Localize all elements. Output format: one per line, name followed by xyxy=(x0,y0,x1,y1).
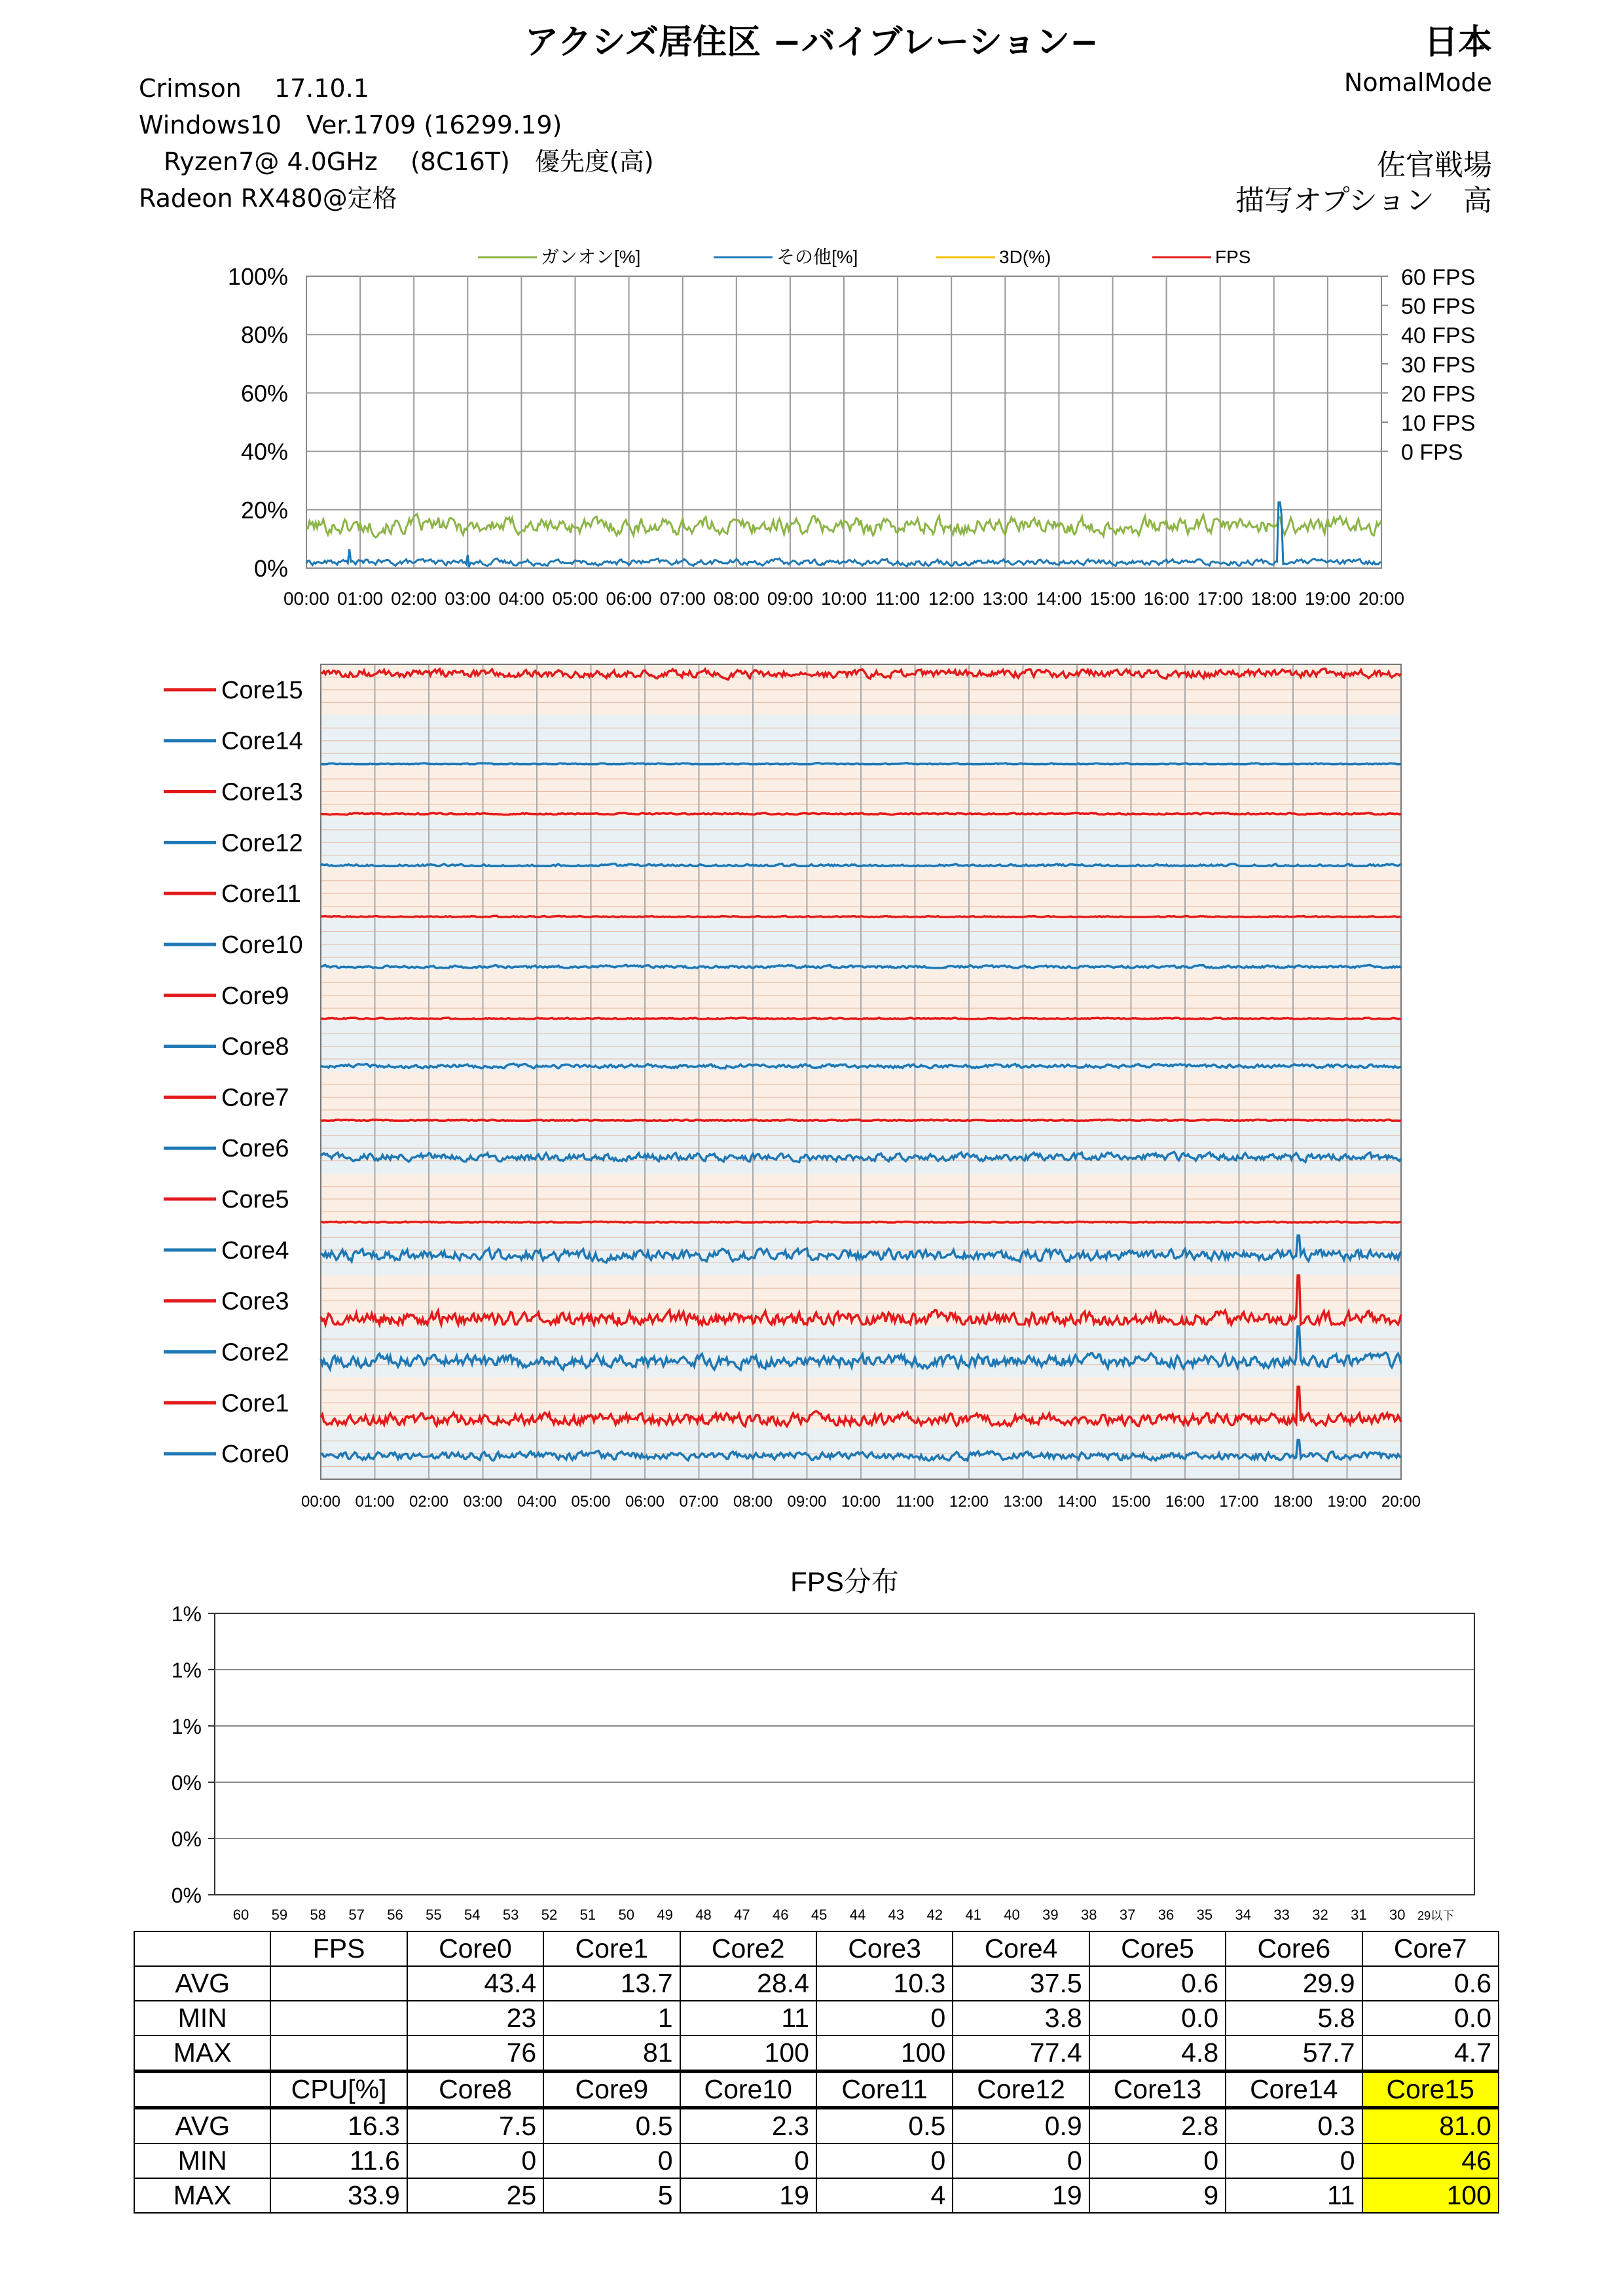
legend-label: ガンオン[%] xyxy=(541,247,641,267)
table-row xyxy=(134,2178,1499,2213)
chart-title: FPS分布 xyxy=(790,1566,899,1597)
table-cell: Core3 xyxy=(816,1931,953,1966)
x-tick-label: 07:00 xyxy=(679,1493,719,1511)
y-tick-label: 100% xyxy=(227,263,288,290)
table-cell: 0.9 xyxy=(953,2108,1089,2144)
table-cell: Core1 xyxy=(543,1931,680,1966)
table-cell: Core6 xyxy=(1226,1931,1362,1966)
x-tick-label: 55 xyxy=(426,1907,442,1923)
table-row xyxy=(134,1966,1499,2001)
table-cell: 0.6 xyxy=(1362,1966,1499,2001)
table-cell: 10.3 xyxy=(816,1966,953,2001)
legend-label: その他[%] xyxy=(776,247,858,267)
table-cell: CPU[%] xyxy=(270,2072,407,2108)
x-tick-label: 46 xyxy=(773,1907,789,1923)
x-tick-label: 58 xyxy=(310,1907,326,1923)
table-cell: 0 xyxy=(1226,2144,1362,2178)
core-usage-chart xyxy=(151,651,1460,1528)
x-tick-label: 13:00 xyxy=(1003,1493,1043,1511)
legend-label: Core7 xyxy=(221,1084,289,1112)
x-tick-label: 16:00 xyxy=(1165,1493,1205,1511)
x-tick-label: 15:00 xyxy=(1089,588,1136,609)
table-cell: Core8 xyxy=(407,2072,543,2108)
x-tick-label: 57 xyxy=(348,1907,365,1923)
table-cell: Core15 xyxy=(1362,2072,1499,2108)
table-cell: 0.5 xyxy=(816,2108,953,2144)
y2-tick-label: 60 FPS xyxy=(1401,265,1476,290)
y-tick-label: 40% xyxy=(240,438,288,465)
x-tick-label: 37 xyxy=(1119,1907,1136,1923)
x-tick-label: 00:00 xyxy=(301,1493,341,1511)
table-cell xyxy=(270,2036,407,2072)
table-cell xyxy=(134,1931,270,1966)
x-tick-label: 41 xyxy=(965,1907,981,1923)
table-cell: 81.0 xyxy=(1362,2108,1499,2144)
legend-label: Core6 xyxy=(221,1135,289,1163)
x-tick-label: 17:00 xyxy=(1219,1493,1259,1511)
legend-label: Core11 xyxy=(221,880,301,908)
x-tick-label: 10:00 xyxy=(841,1493,881,1511)
table-cell: MAX xyxy=(134,2178,270,2213)
x-tick-label: 51 xyxy=(579,1907,596,1923)
table-cell: 0 xyxy=(680,2144,816,2178)
x-tick-label: 50 xyxy=(618,1907,634,1923)
page-title: アクシズ居住区 −バイブレーション− xyxy=(524,23,1099,62)
x-tick-label: 42 xyxy=(926,1907,943,1923)
table-cell: Core10 xyxy=(680,2072,816,2108)
table-cell: 2.3 xyxy=(680,2108,816,2144)
legend-label: Core0 xyxy=(221,1441,289,1469)
legend-label: Core1 xyxy=(221,1390,289,1418)
y2-tick-label: 0 FPS xyxy=(1401,440,1463,465)
core-line-Core11 xyxy=(321,916,1401,917)
x-tick-label: 01:00 xyxy=(337,588,384,609)
fps-distribution-chart xyxy=(131,1554,1493,1928)
x-tick-label: 20:00 xyxy=(1358,588,1405,609)
x-tick-label: 14:00 xyxy=(1057,1493,1097,1511)
y2-tick-label: 40 FPS xyxy=(1401,323,1476,349)
y2-tick-label: 50 FPS xyxy=(1401,294,1476,319)
table-cell: 0 xyxy=(407,2144,543,2178)
x-tick-label: 02:00 xyxy=(409,1493,449,1511)
table-cell: 0 xyxy=(543,2144,680,2178)
table-cell: 19 xyxy=(680,2178,816,2213)
x-tick-label: 54 xyxy=(464,1907,481,1923)
table-cell: MAX xyxy=(134,2036,270,2072)
y2-tick-label: 20 FPS xyxy=(1401,382,1476,407)
table-cell: 13.7 xyxy=(543,1966,680,2001)
x-tick-label: 09:00 xyxy=(787,1493,827,1511)
x-tick-label: 32 xyxy=(1312,1907,1328,1923)
x-tick-label: 53 xyxy=(502,1907,519,1923)
x-tick-label: 06:00 xyxy=(625,1493,665,1511)
table-cell: 4.7 xyxy=(1362,2036,1499,2072)
os-version: Windows10 Ver.1709 (16299.19) xyxy=(139,111,562,139)
table-cell: 0 xyxy=(816,2001,953,2036)
table-cell: Core13 xyxy=(1089,2072,1226,2108)
table-cell xyxy=(270,1966,407,2001)
x-tick-label: 19:00 xyxy=(1304,588,1351,609)
table-cell: 46 xyxy=(1362,2144,1499,2178)
table-cell: 5 xyxy=(543,2178,680,2213)
table-cell: 11 xyxy=(680,2001,816,2036)
x-tick-label: 05:00 xyxy=(571,1493,611,1511)
table-cell: 0.3 xyxy=(1226,2108,1362,2144)
legend-label: Core4 xyxy=(221,1236,289,1265)
x-tick-label: 11:00 xyxy=(875,588,921,609)
table-cell: 0 xyxy=(816,2144,953,2178)
table-cell: 9 xyxy=(1089,2178,1226,2213)
x-tick-label: 13:00 xyxy=(982,588,1029,609)
core-line-Core7 xyxy=(321,1120,1401,1121)
legend-label: Core2 xyxy=(221,1338,289,1367)
table-cell: MIN xyxy=(134,2001,270,2036)
table-cell: 4.8 xyxy=(1089,2036,1226,2072)
table-cell xyxy=(134,2072,270,2108)
table-cell: 0.0 xyxy=(1089,2001,1226,2036)
core-line-Core9 xyxy=(321,1018,1401,1019)
table-cell: 43.4 xyxy=(407,1966,543,2001)
table-cell: 0.0 xyxy=(1362,2001,1499,2036)
table-cell: Core0 xyxy=(407,1931,543,1966)
table-cell: Core14 xyxy=(1226,2072,1362,2108)
x-tick-label: 04:00 xyxy=(517,1493,557,1511)
table-cell: 76 xyxy=(407,2036,543,2072)
table-cell: 4 xyxy=(816,2178,953,2213)
table-row xyxy=(134,2108,1499,2144)
x-tick-label: 44 xyxy=(849,1907,866,1923)
table-cell: 77.4 xyxy=(953,2036,1089,2072)
x-tick-label: 20:00 xyxy=(1381,1493,1421,1511)
legend-label: Core15 xyxy=(221,676,303,704)
table-cell: MIN xyxy=(134,2144,270,2178)
table-cell: Core7 xyxy=(1362,1931,1499,1966)
table-cell: 5.8 xyxy=(1226,2001,1362,2036)
table-cell: 33.9 xyxy=(270,2178,407,2213)
x-tick-label: 39 xyxy=(1042,1907,1059,1923)
y-tick-label: 0% xyxy=(171,1827,202,1851)
table-cell: 23 xyxy=(407,2001,543,2036)
table-cell: 19 xyxy=(953,2178,1089,2213)
x-tick-label: 12:00 xyxy=(949,1493,989,1511)
table-cell: Core12 xyxy=(953,2072,1089,2108)
y-tick-label: 80% xyxy=(240,321,288,349)
table-cell: Core4 xyxy=(953,1931,1089,1966)
legend-label: Core13 xyxy=(221,778,303,806)
x-tick-label: 01:00 xyxy=(355,1493,395,1511)
legend-label: Core8 xyxy=(221,1033,289,1061)
x-tick-label: 10:00 xyxy=(820,588,867,609)
render-option: 描写オプション 高 xyxy=(1235,184,1492,217)
legend-label: Core9 xyxy=(221,982,289,1010)
table-cell: 25 xyxy=(407,2178,543,2213)
x-tick-label: 59 xyxy=(271,1907,288,1923)
y2-tick-label: 10 FPS xyxy=(1401,411,1476,436)
y-tick-label: 0% xyxy=(171,1884,202,1907)
x-tick-label: 18:00 xyxy=(1273,1493,1313,1511)
x-tick-label: 00:00 xyxy=(283,588,330,609)
x-tick-label: 31 xyxy=(1351,1907,1367,1923)
table-cell: 0.6 xyxy=(1089,1966,1226,2001)
x-tick-label: 18:00 xyxy=(1250,588,1297,609)
y-tick-label: 1% xyxy=(171,1715,202,1738)
x-tick-label: 29以下 xyxy=(1417,1909,1455,1922)
legend-label: Core3 xyxy=(221,1287,289,1316)
stats-table xyxy=(134,1931,1499,2214)
x-tick-label: 49 xyxy=(657,1907,673,1923)
table-cell: FPS xyxy=(270,1931,407,1966)
legend-label: FPS xyxy=(1215,247,1251,267)
table-row xyxy=(134,2144,1499,2178)
plot-area xyxy=(215,1613,1474,1895)
table-cell: 11.6 xyxy=(270,2144,407,2178)
x-tick-label: 17:00 xyxy=(1197,588,1243,609)
table-cell: Core5 xyxy=(1089,1931,1226,1966)
x-tick-label: 06:00 xyxy=(606,588,652,609)
x-tick-label: 07:00 xyxy=(659,588,706,609)
table-cell: 3.8 xyxy=(953,2001,1089,2036)
x-tick-label: 05:00 xyxy=(552,588,598,609)
x-tick-label: 56 xyxy=(387,1907,403,1923)
x-tick-label: 60 xyxy=(232,1907,249,1923)
table-row xyxy=(134,1931,1499,1966)
table-cell: 1 xyxy=(543,2001,680,2036)
x-tick-label: 04:00 xyxy=(498,588,545,609)
x-tick-label: 52 xyxy=(541,1907,558,1923)
table-cell: 0 xyxy=(1089,2144,1226,2178)
table-cell: 0 xyxy=(953,2144,1089,2178)
legend-label: Core10 xyxy=(221,931,303,959)
table-cell: Core11 xyxy=(816,2072,953,2108)
x-tick-label: 16:00 xyxy=(1143,588,1190,609)
y-tick-label: 0% xyxy=(171,1771,202,1795)
table-cell: AVG xyxy=(134,2108,270,2144)
mode-label: NomalMode xyxy=(1343,68,1492,97)
x-tick-label: 09:00 xyxy=(767,588,813,609)
x-tick-label: 02:00 xyxy=(391,588,437,609)
x-tick-label: 03:00 xyxy=(463,1493,503,1511)
x-tick-label: 19:00 xyxy=(1327,1493,1367,1511)
x-tick-label: 43 xyxy=(888,1907,905,1923)
legend-label: Core12 xyxy=(221,829,303,857)
x-tick-label: 08:00 xyxy=(733,1493,773,1511)
x-tick-label: 35 xyxy=(1196,1907,1213,1923)
table-cell: 100 xyxy=(816,2036,953,2072)
x-tick-label: 47 xyxy=(734,1907,750,1923)
core-line-Core5 xyxy=(321,1221,1401,1223)
table-cell: 37.5 xyxy=(953,1966,1089,2001)
x-tick-label: 48 xyxy=(695,1907,712,1923)
table-cell: 100 xyxy=(680,2036,816,2072)
table-cell: 100 xyxy=(1362,2178,1499,2213)
table-cell: 28.4 xyxy=(680,1966,816,2001)
table-cell: 29.9 xyxy=(1226,1966,1362,2001)
x-tick-label: 03:00 xyxy=(445,588,491,609)
x-tick-label: 34 xyxy=(1235,1907,1251,1923)
table-cell: Core9 xyxy=(543,2072,680,2108)
table-cell: 57.7 xyxy=(1226,2036,1362,2072)
y-tick-label: 1% xyxy=(171,1659,202,1682)
x-tick-label: 11:00 xyxy=(896,1493,934,1511)
table-cell: 11 xyxy=(1226,2178,1362,2213)
table-cell: 16.3 xyxy=(270,2108,407,2144)
x-tick-label: 12:00 xyxy=(928,588,975,609)
x-tick-label: 45 xyxy=(811,1907,828,1923)
legend-label: Core5 xyxy=(221,1186,289,1214)
table-row xyxy=(134,2001,1499,2036)
x-tick-label: 33 xyxy=(1273,1907,1290,1923)
y2-tick-label: 30 FPS xyxy=(1401,352,1476,378)
table-row xyxy=(134,2072,1499,2108)
x-tick-label: 08:00 xyxy=(713,588,759,609)
battle-type: 佐官戦場 xyxy=(1377,149,1492,182)
driver-version: Crimson 17.10.1 xyxy=(139,74,369,103)
table-cell: Core2 xyxy=(680,1931,816,1966)
table-cell xyxy=(270,2001,407,2036)
usage-line-chart xyxy=(196,236,1493,615)
x-tick-label: 36 xyxy=(1158,1907,1175,1923)
x-tick-label: 40 xyxy=(1004,1907,1020,1923)
table-cell: 0.5 xyxy=(543,2108,680,2144)
table-cell: 81 xyxy=(543,2036,680,2072)
legend-label: 3D(%) xyxy=(999,247,1051,267)
gpu-info: Radeon RX480@定格 xyxy=(139,184,397,213)
legend-label: Core14 xyxy=(221,727,303,755)
table-cell: 7.5 xyxy=(407,2108,543,2144)
table-cell: AVG xyxy=(134,1966,270,2001)
core-line-Core14 xyxy=(321,763,1401,764)
x-tick-label: 38 xyxy=(1081,1907,1097,1923)
x-tick-label: 15:00 xyxy=(1111,1493,1151,1511)
table-cell: 2.8 xyxy=(1089,2108,1226,2144)
y-tick-label: 60% xyxy=(240,380,288,407)
x-tick-label: 30 xyxy=(1389,1907,1406,1923)
cpu-info: Ryzen7@ 4.0GHz (8C16T) 優先度(高) xyxy=(139,147,654,176)
y-tick-label: 0% xyxy=(253,555,288,582)
country-label: 日本 xyxy=(1423,23,1492,62)
y-tick-label: 20% xyxy=(240,496,288,524)
table-row xyxy=(134,2036,1499,2072)
y-tick-label: 1% xyxy=(171,1602,202,1626)
x-tick-label: 14:00 xyxy=(1036,588,1082,609)
